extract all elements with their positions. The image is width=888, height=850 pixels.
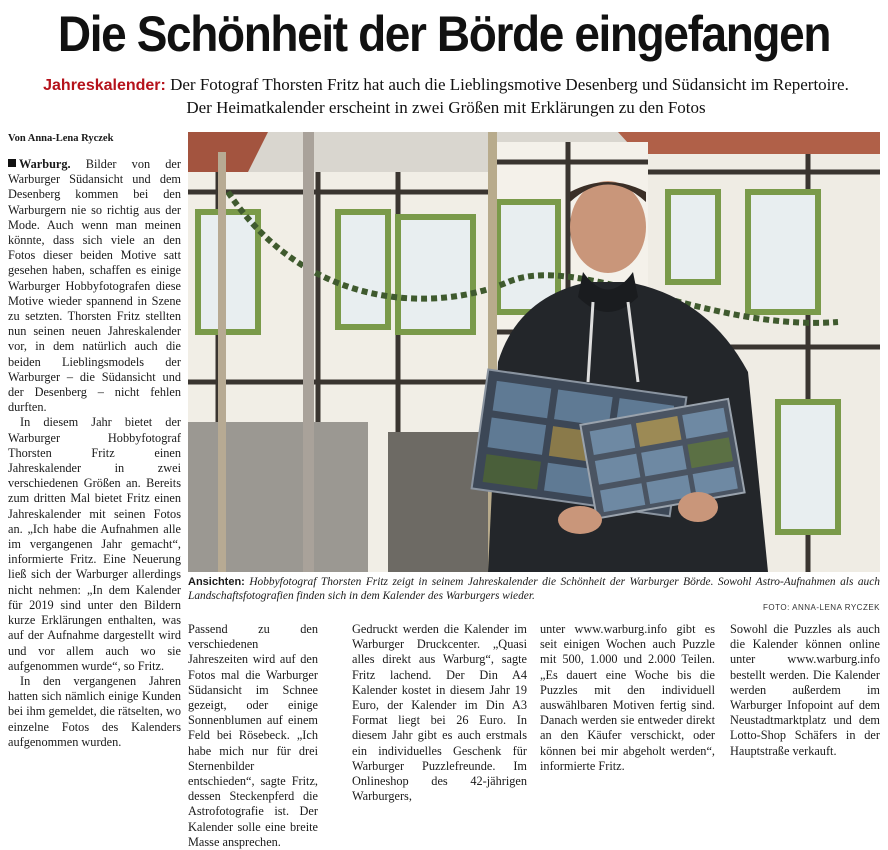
paragraph-3: In den vergangenen Jahren hatten sich nämlich einige Kunden bei ihm gemeldet, die rätselten, wo einzelne Fotos des Kalenders aufgenommen wurden. bbox=[8, 673, 181, 749]
column-2-text: Passend zu den verschiedenen Jahreszeiten wird auf den Fotos mal die Warburger Südansicht im Schnee gezeigt, oder einige Sonnenblumen auf einem Feld bei Rösebeck. „Ich habe mich nur für drei Sternenbilder entschieden“, sagte Fritz, dessen Steckenpferd die Astrofotografie ist. Der Kalender solle eine breite Masse ansprechen. bbox=[188, 622, 318, 849]
byline: Von Anna-Lena Ryczek bbox=[8, 133, 114, 144]
square-bullet-icon bbox=[8, 159, 16, 167]
subheadline bbox=[36, 74, 856, 119]
headline: Die Schönheit der Börde eingefangen bbox=[57, 6, 831, 62]
column-4-text: unter www.warburg.info gibt es seit einigen Wochen auch Puzzle mit 500, 1.000 und 2.000 Teilen. „Es dauert eine Woche bis die Puzzles mit den individuell auswählbaren Motiven fertig sind. Danach werden sie entweder direkt an den Käufer verschickt, oder können bei mir abgeholt werden“, informierte Fritz. bbox=[540, 622, 715, 773]
paragraph-2: In diesem Jahr bietet der Warburger Hobbyfotograf Thorsten Fritz einen Jahreskalender in zwei verschiedenen Größen an. Bereits zum dritten Mal bietet Fritz einen Jahreskalender mit seinen Fotos an. „Ich habe die Aufnahmen alle im vergangenen Jahr gemacht“, informierte Fritz. Eine Neuerung ließ sich der Warburger allerdings nicht nehmen: „In dem Kalender für 2019 sind unter den Bildern kurze Erklärungen enthalten, was auf der Aufnahme dargestellt wird und vor allem auch wo sie aufgenommen wurde“, so Fritz. bbox=[8, 415, 181, 673]
photo-caption bbox=[188, 575, 880, 603]
dateline: Warburg. bbox=[19, 157, 71, 171]
photo-credit: FOTO: ANNA-LENA RYCZEK bbox=[763, 603, 880, 612]
paragraph-1 bbox=[8, 157, 181, 415]
column-3-text: Gedruckt werden die Kalender im Warburger Druckcenter. „Quasi alles direkt aus Warburg“, sagte Fritz lachend. Der Din A4 Kalender kostet in diesem Jahr 19 Euro, der Kalender im Din A3 Format liegt bei 26 Euro. In diesem Jahr gibt es auch erstmals ein individuelles Geschenk für Warburger Puzzlefreunde. Im Onlineshop des 42-jährigen Warburgers, bbox=[352, 622, 527, 804]
paragraph-1-text: Bilder von der Warburger Südansicht und dem Desenberg kommen bei den Warburgern nie so richtig aus der Mode. Auch wenn man meinen könnte, dass sich viele an den Fotos dieser beiden Motive satt gesehen haben, schaffen es einige Warburger Hobbyfotografen diese Motive wieder spannend in Szene zu setzten. Thorsten Fritz stellten nun seinen neuen Jahreskalender vor, in dem natürlich auch die beiden Lieblingsmodels der Warburger – die Südansicht und der Desenberg – nicht fehlen durften. bbox=[8, 157, 181, 415]
photo-illustration bbox=[188, 132, 880, 572]
caption-kicker: Ansichten: bbox=[188, 576, 245, 588]
article-column-1 bbox=[8, 157, 181, 797]
article-column-5 bbox=[730, 622, 880, 798]
column-5-text: Sowohl die Puzzles als auch die Kalender können online unter www.warburg.info bestellt werden. Die Kalender werden außerdem im Warburger Infopoint auf dem Neustadtmarktplatz und dem Lotto-Shop Schäfers in der Hauptstraße verkauft. bbox=[730, 622, 880, 758]
caption-text: Hobbyfotograf Thorsten Fritz zeigt in seinem Jahreskalender die Schönheit der Warburger Börde. Sowohl Astro-Aufnahmen als auch Landschaftsfotografien finden sich in dem Kalender des Warburgers wieder. bbox=[188, 576, 880, 602]
subheadline-text: Der Fotograf Thorsten Fritz hat auch die Lieblingsmotive Desenberg und Südansicht im Repertoire. Der Heimatkalender erscheint in zwei Größen mit Erklärungen zu den Fotos bbox=[170, 75, 849, 117]
subheadline-kicker: Jahreskalender: bbox=[43, 77, 166, 94]
article-column-4 bbox=[540, 622, 715, 798]
article-photo bbox=[188, 132, 880, 572]
article-column-3 bbox=[352, 622, 527, 804]
article-column-2 bbox=[188, 622, 318, 849]
